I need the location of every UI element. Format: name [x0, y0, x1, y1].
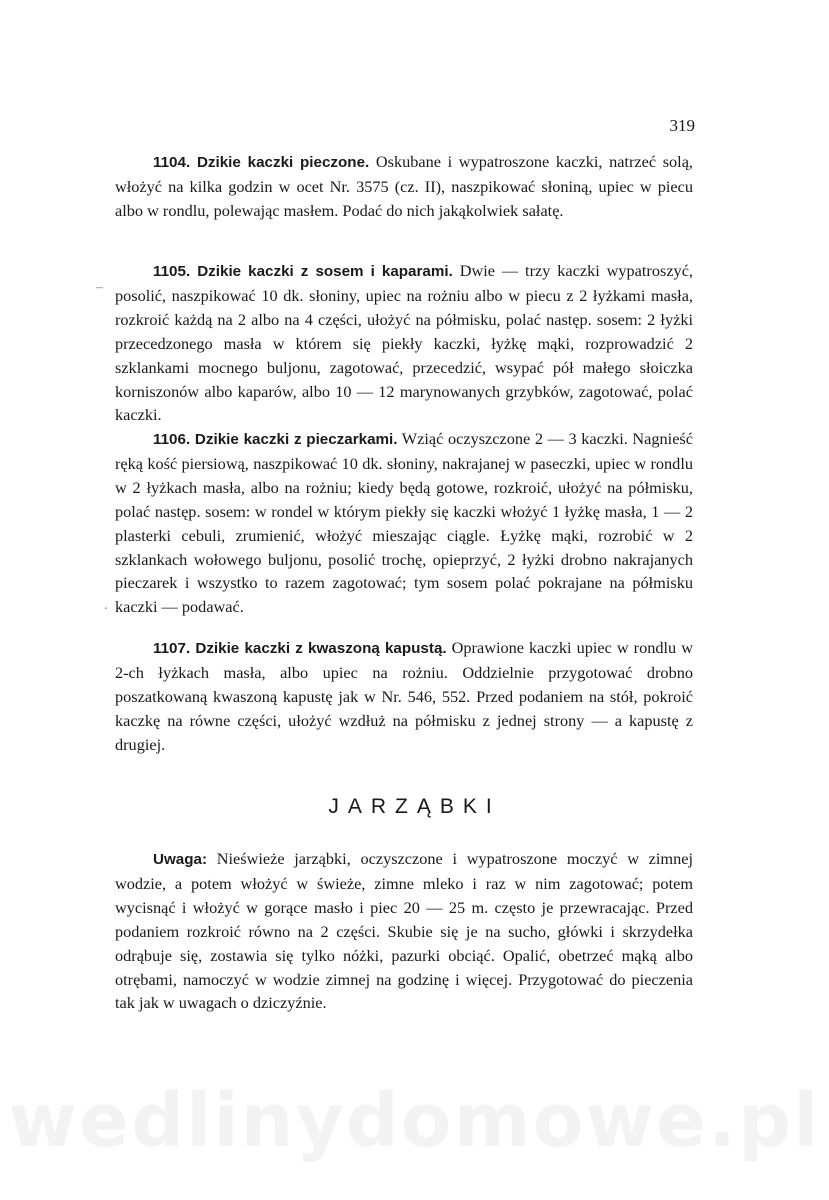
- recipe-body: Oprawione kaczki upiec w rondlu w 2-ch łyżkach masła, albo upiec na rożniu. Oddzielnie przygotować drobno poszatkowaną kwaszoną kapustę jak w Nr. 546, 552. Przed podaniem na stół, pokroić kaczkę na równe części, ułożyć wzdłuż na półmisku z jednej strony — a kapustę z drugiej.: [115, 638, 693, 754]
- note-label: Uwaga:: [153, 851, 208, 868]
- recipe-body: Oskubane i wypatroszone kaczki, natrzeć solą, włożyć na kilka godzin w ocet Nr. 3575 (cz. II), naszpikować słoniną, upiec w piecu albo w rondlu, polewając masłem. Podać do nich jakąkolwiek sałatę.: [115, 152, 693, 220]
- recipe-1105: [115, 259, 693, 427]
- recipe-1106: [115, 427, 693, 619]
- watermark: [0, 1078, 829, 1164]
- note-body: Nieświeże jarząbki, oczyszczone i wypatroszone moczyć w zimnej wodzie, a potem włożyć w świeże, zimne mleko i raz w nim zagotować; potem wycisnąć i włożyć w gorące masło i piec 20 — 25 m. często je przewracając. Przed podaniem rozkroić równo na 2 części. Skubie się je na sucho, główki i skrzydełka odrąbuje się, zostawia się tylko nóżki, pazurki obciąć. Opalić, obetrzeć mąką albo otrębami, namoczyć w wodzie zimnej na godzinę i więcej. Przygotować do pieczenia tak jak w uwagach o dziczyźnie.: [115, 849, 693, 1013]
- note-paragraph: [115, 847, 693, 1015]
- section-title: JARZĄBKI: [328, 795, 501, 818]
- page-number: 319: [669, 116, 695, 135]
- recipe-heading: 1104. Dzikie kaczki pieczone.: [153, 154, 370, 171]
- recipe-heading: 1107. Dzikie kaczki z kwaszoną kapustą.: [153, 640, 447, 657]
- recipe-1107: [115, 636, 693, 757]
- recipe-heading: 1106. Dzikie kaczki z pieczarkami.: [153, 431, 398, 448]
- margin-dash-mark: –: [96, 280, 103, 295]
- recipe-1104: [115, 150, 693, 223]
- margin-dot-mark: .: [104, 598, 108, 613]
- recipe-heading: 1105. Dzikie kaczki z sosem i kaparami.: [153, 263, 453, 280]
- recipe-body: Dwie — trzy kaczki wypatroszyć, posolić, naszpikować 10 dk. słoniny, upiec na rożniu albo w piecu z 2 łyżkami masła, rozkroić każdą na 2 albo na 4 części, ułożyć na półmisku, polać następ. sosem: 2 łyżki przecedzonego masła w którem się piekły kaczki, łyżkę mąki, rozprowadzić 2 szklankami mocnego buljonu, zagotować, przecedzić, wsypać pół małego słoiczka korniszonów albo kaparów, albo 10 — 12 marynowanych grzybków, zagotować, polać kaczki.: [115, 261, 693, 425]
- recipe-body: Wziąć oczyszczone 2 — 3 kaczki. Nagnieść ręką kość piersiową, naszpikować 10 dk. słoniny, nakrajanej w paseczki, upiec w rondlu w 2 łyżkach masła, albo na rożniu; kiedy będą gotowe, rozkroić, ułożyć na półmisku, polać następ. sosem: w rondel w którym piekły się kaczki włożyć 1 łyżkę masła, 1 — 2 plasterki cebuli, zrumienić, włożyć mieszając ciągle. Łyżkę mąki, rozrobić w 2 szklankach wołowego buljonu, posolić trochę, opieprzyć, 2 łyżki drobno nakrajanych pieczarek i wszystko to razem zagotować; tym sosem polać pokrajane na półmisku kaczki — podawać.: [115, 429, 693, 617]
